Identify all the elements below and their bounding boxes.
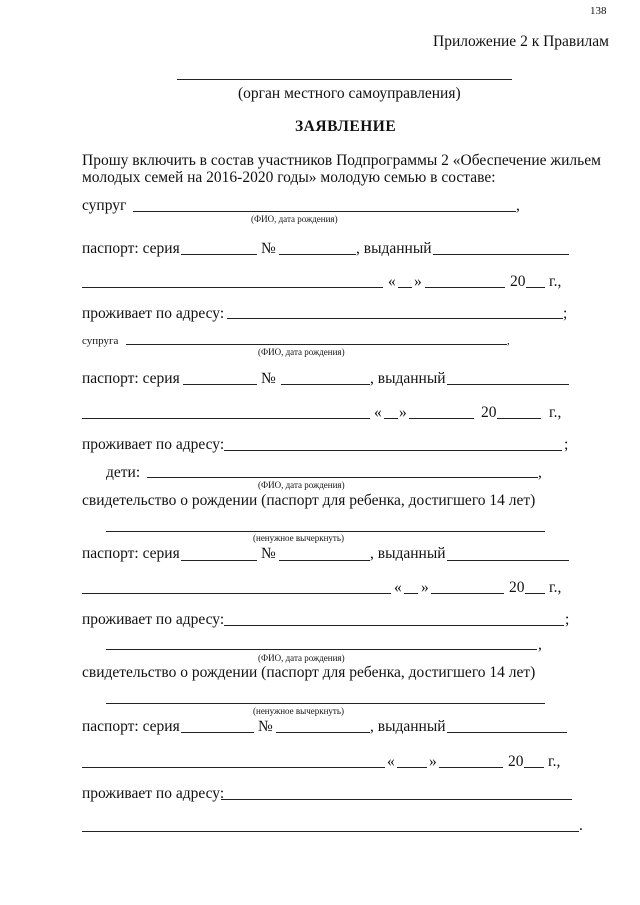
child1-address-label: проживает по адресу: xyxy=(82,611,225,628)
husband-name-field[interactable] xyxy=(133,211,516,212)
comma: , xyxy=(538,464,542,481)
wife-passport-number-field[interactable] xyxy=(281,384,370,385)
semicolon: ; xyxy=(564,436,569,453)
husband-passport-series-label: паспорт: серия xyxy=(82,240,180,257)
quote-close: » xyxy=(414,273,422,290)
year-prefix: 20 xyxy=(508,753,524,770)
wife-issued-by-field-2[interactable] xyxy=(82,418,370,419)
year-suffix: г., xyxy=(549,579,562,596)
wife-address-label: проживает по адресу: xyxy=(82,436,225,453)
child2-name-field[interactable] xyxy=(106,649,537,650)
quote-close: » xyxy=(421,579,429,596)
year-suffix: г., xyxy=(549,273,562,290)
semicolon: ; xyxy=(565,611,570,628)
child2-address-label: проживает по адресу: xyxy=(82,785,225,802)
child2-issued-label: , выданный xyxy=(370,718,446,735)
child2-number-sign: № xyxy=(258,718,273,735)
child1-passport-number-field[interactable] xyxy=(279,560,370,561)
quote-close: » xyxy=(399,404,407,421)
intro-line-1: Прошу включить в состав участников Подпрограммы 2 «Обеспечение жильем xyxy=(82,152,601,169)
child2-certificate-label: свидетельство о рождении (паспорт для ребенка, достигшего 14 лет) xyxy=(82,664,536,681)
comma: , xyxy=(516,197,520,214)
comma: , xyxy=(507,335,510,347)
child2-issue-day-field[interactable] xyxy=(397,767,427,768)
wife-name-field[interactable] xyxy=(126,344,507,345)
child1-name-caption: (ФИО, дата рождения) xyxy=(258,480,345,490)
child2-passport-series-field[interactable] xyxy=(181,732,254,733)
child2-issue-month-field[interactable] xyxy=(439,767,503,768)
wife-issue-year-field[interactable] xyxy=(497,418,541,419)
husband-issued-label: , выданный xyxy=(356,240,432,257)
wife-label: супруга xyxy=(82,335,119,347)
quote-open: « xyxy=(394,579,402,596)
quote-open: « xyxy=(387,753,395,770)
authority-caption: (орган местного самоуправления) xyxy=(238,85,461,102)
period: . xyxy=(579,817,583,834)
child1-strike-caption: (ненужное вычеркнуть) xyxy=(253,533,344,543)
husband-passport-series-field[interactable] xyxy=(181,254,257,255)
wife-name-caption: (ФИО, дата рождения) xyxy=(258,347,345,357)
child2-issue-year-field[interactable] xyxy=(524,767,544,768)
husband-passport-number-field[interactable] xyxy=(279,254,356,255)
wife-passport-series-label: паспорт: серия xyxy=(82,370,180,387)
year-prefix: 20 xyxy=(481,404,497,421)
wife-issue-month-field[interactable] xyxy=(409,418,474,419)
child1-address-field[interactable] xyxy=(224,625,564,626)
child2-certificate-field[interactable] xyxy=(106,703,545,704)
child1-certificate-label: свидетельство о рождении (паспорт для ребенка, достигшего 14 лет) xyxy=(82,492,536,509)
child2-strike-caption: (ненужное вычеркнуть) xyxy=(253,706,344,716)
year-prefix: 20 xyxy=(509,579,525,596)
year-prefix: 20 xyxy=(510,273,526,290)
husband-issue-month-field[interactable] xyxy=(425,287,505,288)
child1-certificate-field[interactable] xyxy=(106,531,545,532)
wife-address-field[interactable] xyxy=(224,450,562,451)
wife-number-sign: № xyxy=(261,370,276,387)
child1-issue-day-field[interactable] xyxy=(404,593,418,594)
husband-issue-year-field[interactable] xyxy=(526,287,545,288)
wife-passport-series-field[interactable] xyxy=(183,384,257,385)
child1-passport-series-label: паспорт: серия xyxy=(82,545,180,562)
children-label: дети: xyxy=(106,464,141,481)
comma: , xyxy=(538,636,542,653)
year-suffix: г., xyxy=(549,404,562,421)
child2-passport-number-field[interactable] xyxy=(276,732,370,733)
page-title: ЗАЯВЛЕНИЕ xyxy=(295,118,397,135)
husband-issue-day-field[interactable] xyxy=(398,287,412,288)
husband-number-sign: № xyxy=(261,240,276,257)
husband-address-field[interactable] xyxy=(227,318,563,319)
child1-passport-series-field[interactable] xyxy=(181,560,257,561)
quote-open: « xyxy=(388,273,396,290)
wife-issued-by-field[interactable] xyxy=(447,384,569,385)
child1-name-field[interactable] xyxy=(147,477,538,478)
child2-issued-by-field-2[interactable] xyxy=(82,767,385,768)
child1-issued-label: , выданный xyxy=(370,545,446,562)
intro-line-2: молодых семей на 2016-2020 годы» молодую семью в составе: xyxy=(82,169,496,186)
husband-label: супруг xyxy=(82,197,127,214)
year-suffix: г., xyxy=(548,753,561,770)
child2-name-caption: (ФИО, дата рождения) xyxy=(258,653,345,663)
child2-address-field[interactable] xyxy=(221,799,572,800)
husband-address-label: проживает по адресу: xyxy=(82,305,225,322)
child1-issued-by-field[interactable] xyxy=(447,560,569,561)
quote-open: « xyxy=(374,404,382,421)
child2-issued-by-field[interactable] xyxy=(447,732,567,733)
appendix-note: Приложение 2 к Правилам xyxy=(433,33,609,50)
child2-passport-series-label: паспорт: серия xyxy=(82,718,180,735)
wife-issue-day-field[interactable] xyxy=(384,418,398,419)
child1-issue-month-field[interactable] xyxy=(431,593,504,594)
husband-issued-by-field-2[interactable] xyxy=(82,287,383,288)
quote-close: » xyxy=(429,753,437,770)
semicolon: ; xyxy=(563,305,568,322)
child2-address-field-2[interactable] xyxy=(82,831,579,832)
husband-issued-by-field[interactable] xyxy=(433,254,569,255)
page-number: 138 xyxy=(590,5,607,17)
child1-issued-by-field-2[interactable] xyxy=(82,593,391,594)
child1-issue-year-field[interactable] xyxy=(525,593,545,594)
wife-issued-label: , выданный xyxy=(370,370,446,387)
authority-line[interactable] xyxy=(177,79,512,80)
child1-number-sign: № xyxy=(261,545,276,562)
husband-name-caption: (ФИО, дата рождения) xyxy=(251,214,338,224)
